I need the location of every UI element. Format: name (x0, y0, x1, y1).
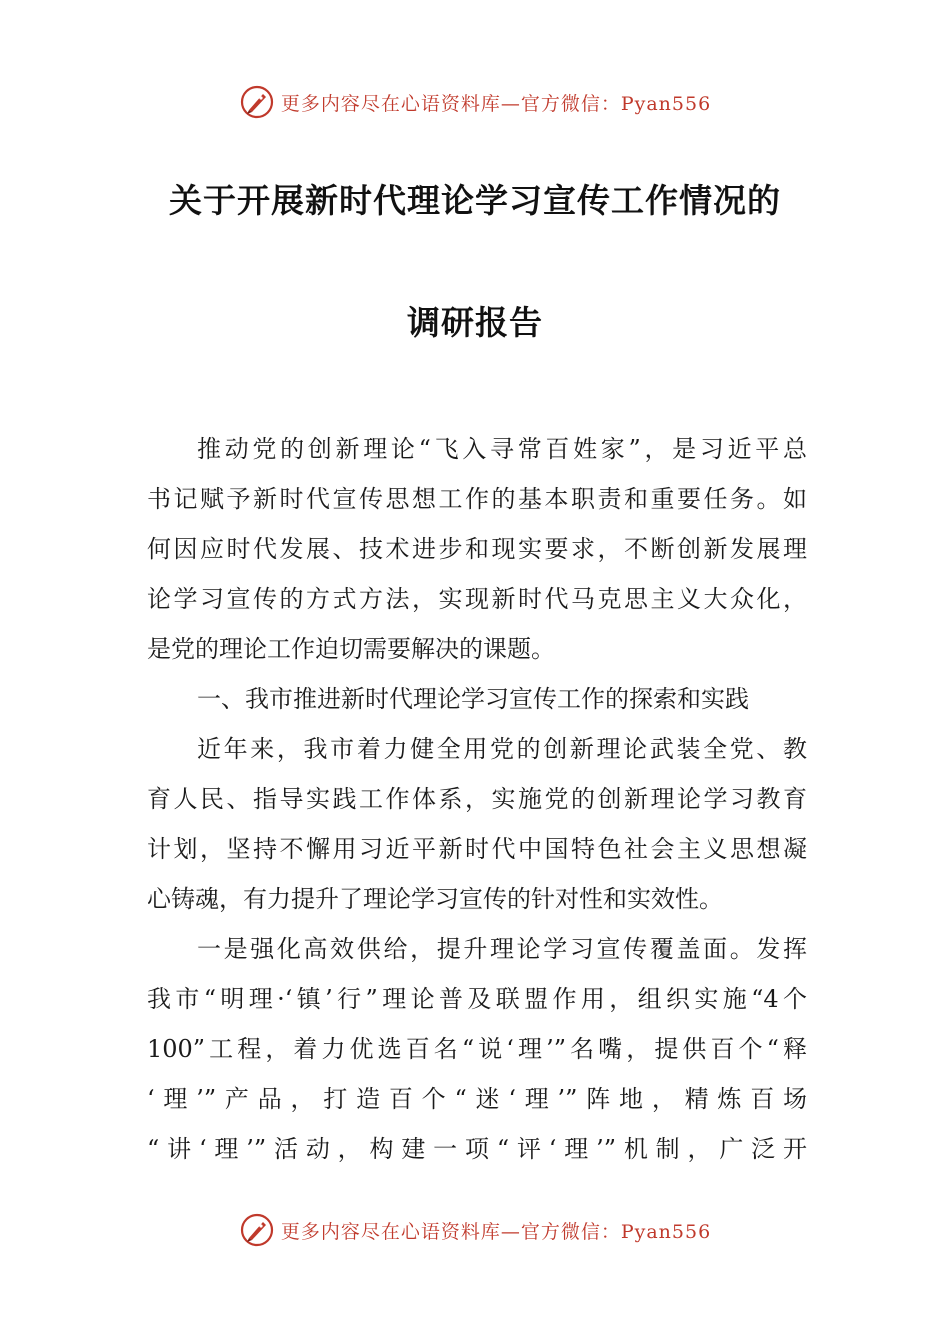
body-line: 是党的理论工作迫切需要解决的课题。 (147, 635, 555, 663)
document-title-line-1: 关于开展新时代理论学习宣传工作情况的 (169, 181, 781, 220)
pen-nib-logo-icon (239, 84, 275, 120)
watermark-banner-top (0, 80, 950, 124)
body-line: 近年来，我市着力健全用党的创新理论武装全党、教 (197, 735, 807, 763)
body-line: 书记赋予新时代宣传思想工作的基本职责和重要任务。如 (147, 485, 807, 513)
body-line: 我市“明理·‘镇’行”理论普及联盟作用，组织实施“4个 (147, 985, 807, 1013)
body-line: 心铸魂，有力提升了理论学习宣传的针对性和实效性。 (147, 885, 723, 913)
document-title-line-2: 调研报告 (407, 303, 543, 342)
body-line: ‘理’”产品，打造百个“迷‘理’”阵地，精炼百场 (147, 1085, 807, 1113)
body-line: “讲‘理’”活动，构建一项“评‘理’”机制，广泛开 (147, 1135, 807, 1163)
section-heading: 一、我市推进新时代理论学习宣传工作的探索和实践 (197, 685, 749, 713)
body-line: 何因应时代发展、技术进步和现实要求，不断创新发展理 (147, 535, 807, 563)
body-line: 育人民、指导实践工作体系，实施党的创新理论学习教育 (147, 785, 807, 813)
watermark-text: 更多内容尽在心语资料库—官方微信：Pyan556 (280, 1220, 712, 1243)
body-line: 论学习宣传的方式方法，实现新时代马克思主义大众化， (147, 585, 807, 613)
body-line: 一是强化高效供给，提升理论学习宣传覆盖面。发挥 (197, 935, 807, 963)
document-body (147, 424, 807, 1174)
body-line: 计划，坚持不懈用习近平新时代中国特色社会主义思想凝 (147, 835, 807, 863)
watermark-banner-bottom (0, 1208, 950, 1252)
body-line: 100”工程，着力优选百名“说‘理’”名嘴，提供百个“释 (147, 1035, 807, 1063)
watermark-text: 更多内容尽在心语资料库—官方微信：Pyan556 (280, 92, 712, 115)
pen-nib-logo-icon (239, 1212, 275, 1248)
body-line: 推动党的创新理论“飞入寻常百姓家”，是习近平总 (197, 435, 807, 463)
